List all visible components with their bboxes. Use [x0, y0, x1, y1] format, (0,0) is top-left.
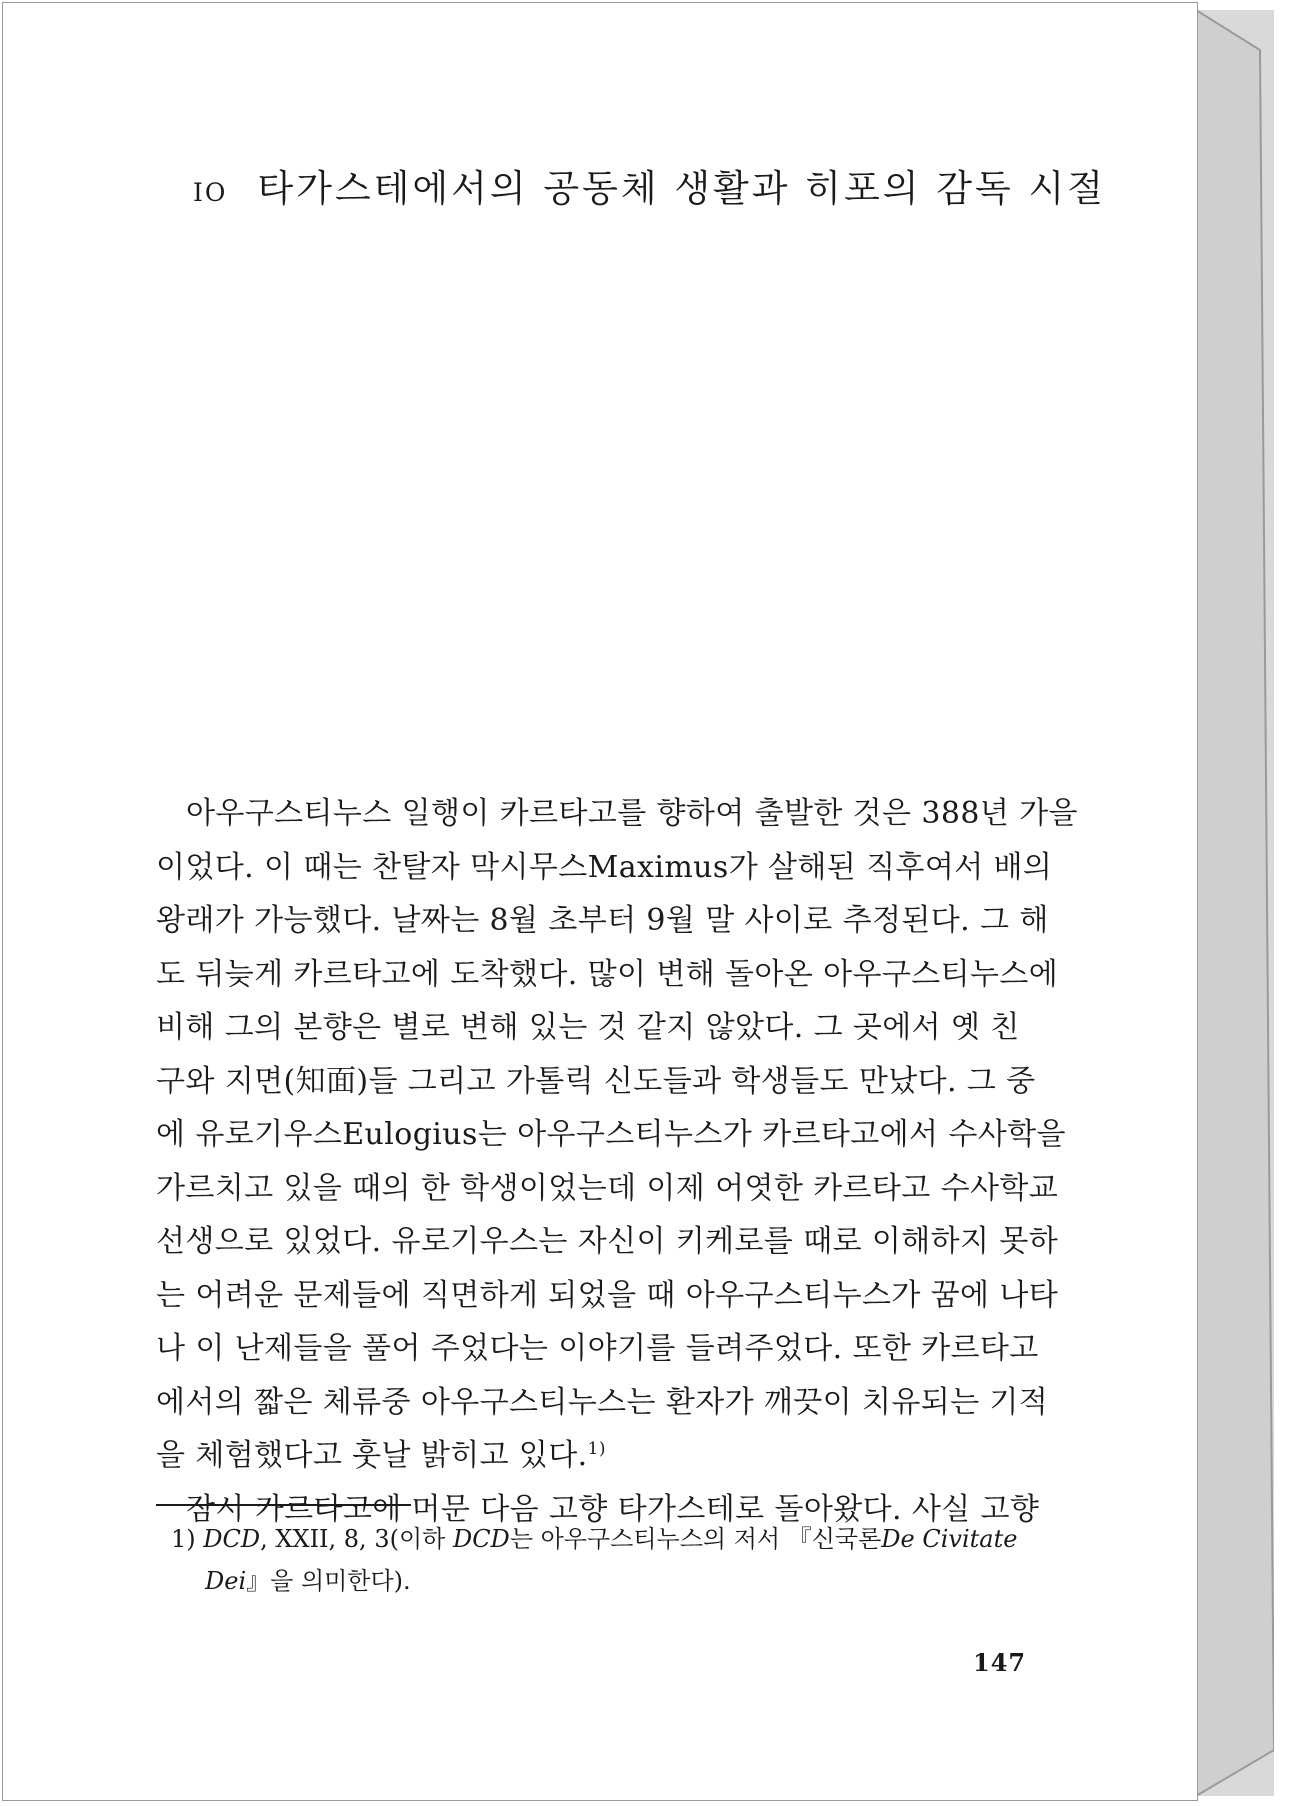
footnote-line-continued: [171, 1560, 1061, 1602]
footnote-reference[interactable]: 1): [587, 1439, 606, 1459]
body-line-with-footnote: [156, 1429, 1046, 1483]
body-line: 가르치고 있을 때의 한 학생이었는데 이제 어엿한 카르타고 수사학교: [156, 1170, 1059, 1206]
footnote-divider: [156, 1504, 411, 1506]
chapter-title-text: 타가스테에서의 공동체 생활과 히포의 감독 시절: [257, 167, 1107, 210]
body-line: 이었다. 이 때는 찬탈자 막시무스Maximus가 살해된 직후여서 배의: [156, 849, 1053, 885]
chapter-number: IO: [193, 178, 228, 207]
footnote-citation: , XXII, 8, 3(이하: [260, 1525, 453, 1553]
footnote-abbr: DCD: [452, 1525, 510, 1553]
body-line-text: 을 체험했다고 훗날 밝히고 있다.: [156, 1438, 588, 1473]
footnote-title-part1: De Civitate: [881, 1525, 1018, 1553]
body-line: 잠시 카르타고에 머문 다음 고향 타가스테로 돌아왔다. 사실 고향: [186, 1491, 1040, 1527]
footnote-line: [171, 1518, 1061, 1560]
body-line: 왕래가 가능했다. 날짜는 8월 초부터 9월 말 사이로 추정된다. 그 해: [156, 903, 1049, 938]
body-line: 비해 그의 본향은 별로 변해 있는 것 같지 않았다. 그 곳에서 옛 친: [156, 1010, 1020, 1045]
body-text: [156, 787, 1078, 1536]
chapter-title: [193, 165, 1107, 217]
body-line: 선생으로 있었다. 유로기우스는 자신이 키케로를 때로 이해하지 못하: [156, 1224, 1059, 1259]
body-line: 에 유로기우스Eulogius는 아우구스티누스가 카르타고에서 수사학을: [156, 1117, 1066, 1152]
body-line: 는 어려운 문제들에 직면하게 되었을 때 아우구스티누스가 꿈에 나타: [156, 1277, 1059, 1313]
footnote-text: 는 아우구스티누스의 저서 『신국론: [509, 1525, 882, 1553]
footnote-source: DCD: [203, 1525, 261, 1553]
footnote-marker: 1): [171, 1525, 196, 1553]
page-number: 147: [973, 1648, 1027, 1677]
footnotes: [171, 1518, 1061, 1602]
body-line: 에서의 짧은 체류중 아우구스티누스는 환자가 깨끗이 치유되는 기적: [156, 1384, 1049, 1420]
body-line: 도 뒤늦게 카르타고에 도착했다. 많이 변해 돌아온 아우구스티누스에: [156, 956, 1059, 992]
book-page: [2, 2, 1198, 1801]
footnote-end: 』을 의미한다).: [246, 1567, 411, 1595]
body-line: 구와 지면(知面)들 그리고 가톨릭 신도들과 학생들도 만났다. 그 중: [156, 1063, 1036, 1099]
body-line: 아우구스티누스 일행이 카르타고를 향하여 출발한 것은 388년 가을: [186, 796, 1078, 831]
body-line: 나 이 난제들을 풀어 주었다는 이야기를 들려주었다. 또한 카르타고: [156, 1331, 1039, 1366]
footnote-title-part2: Dei: [205, 1567, 247, 1595]
